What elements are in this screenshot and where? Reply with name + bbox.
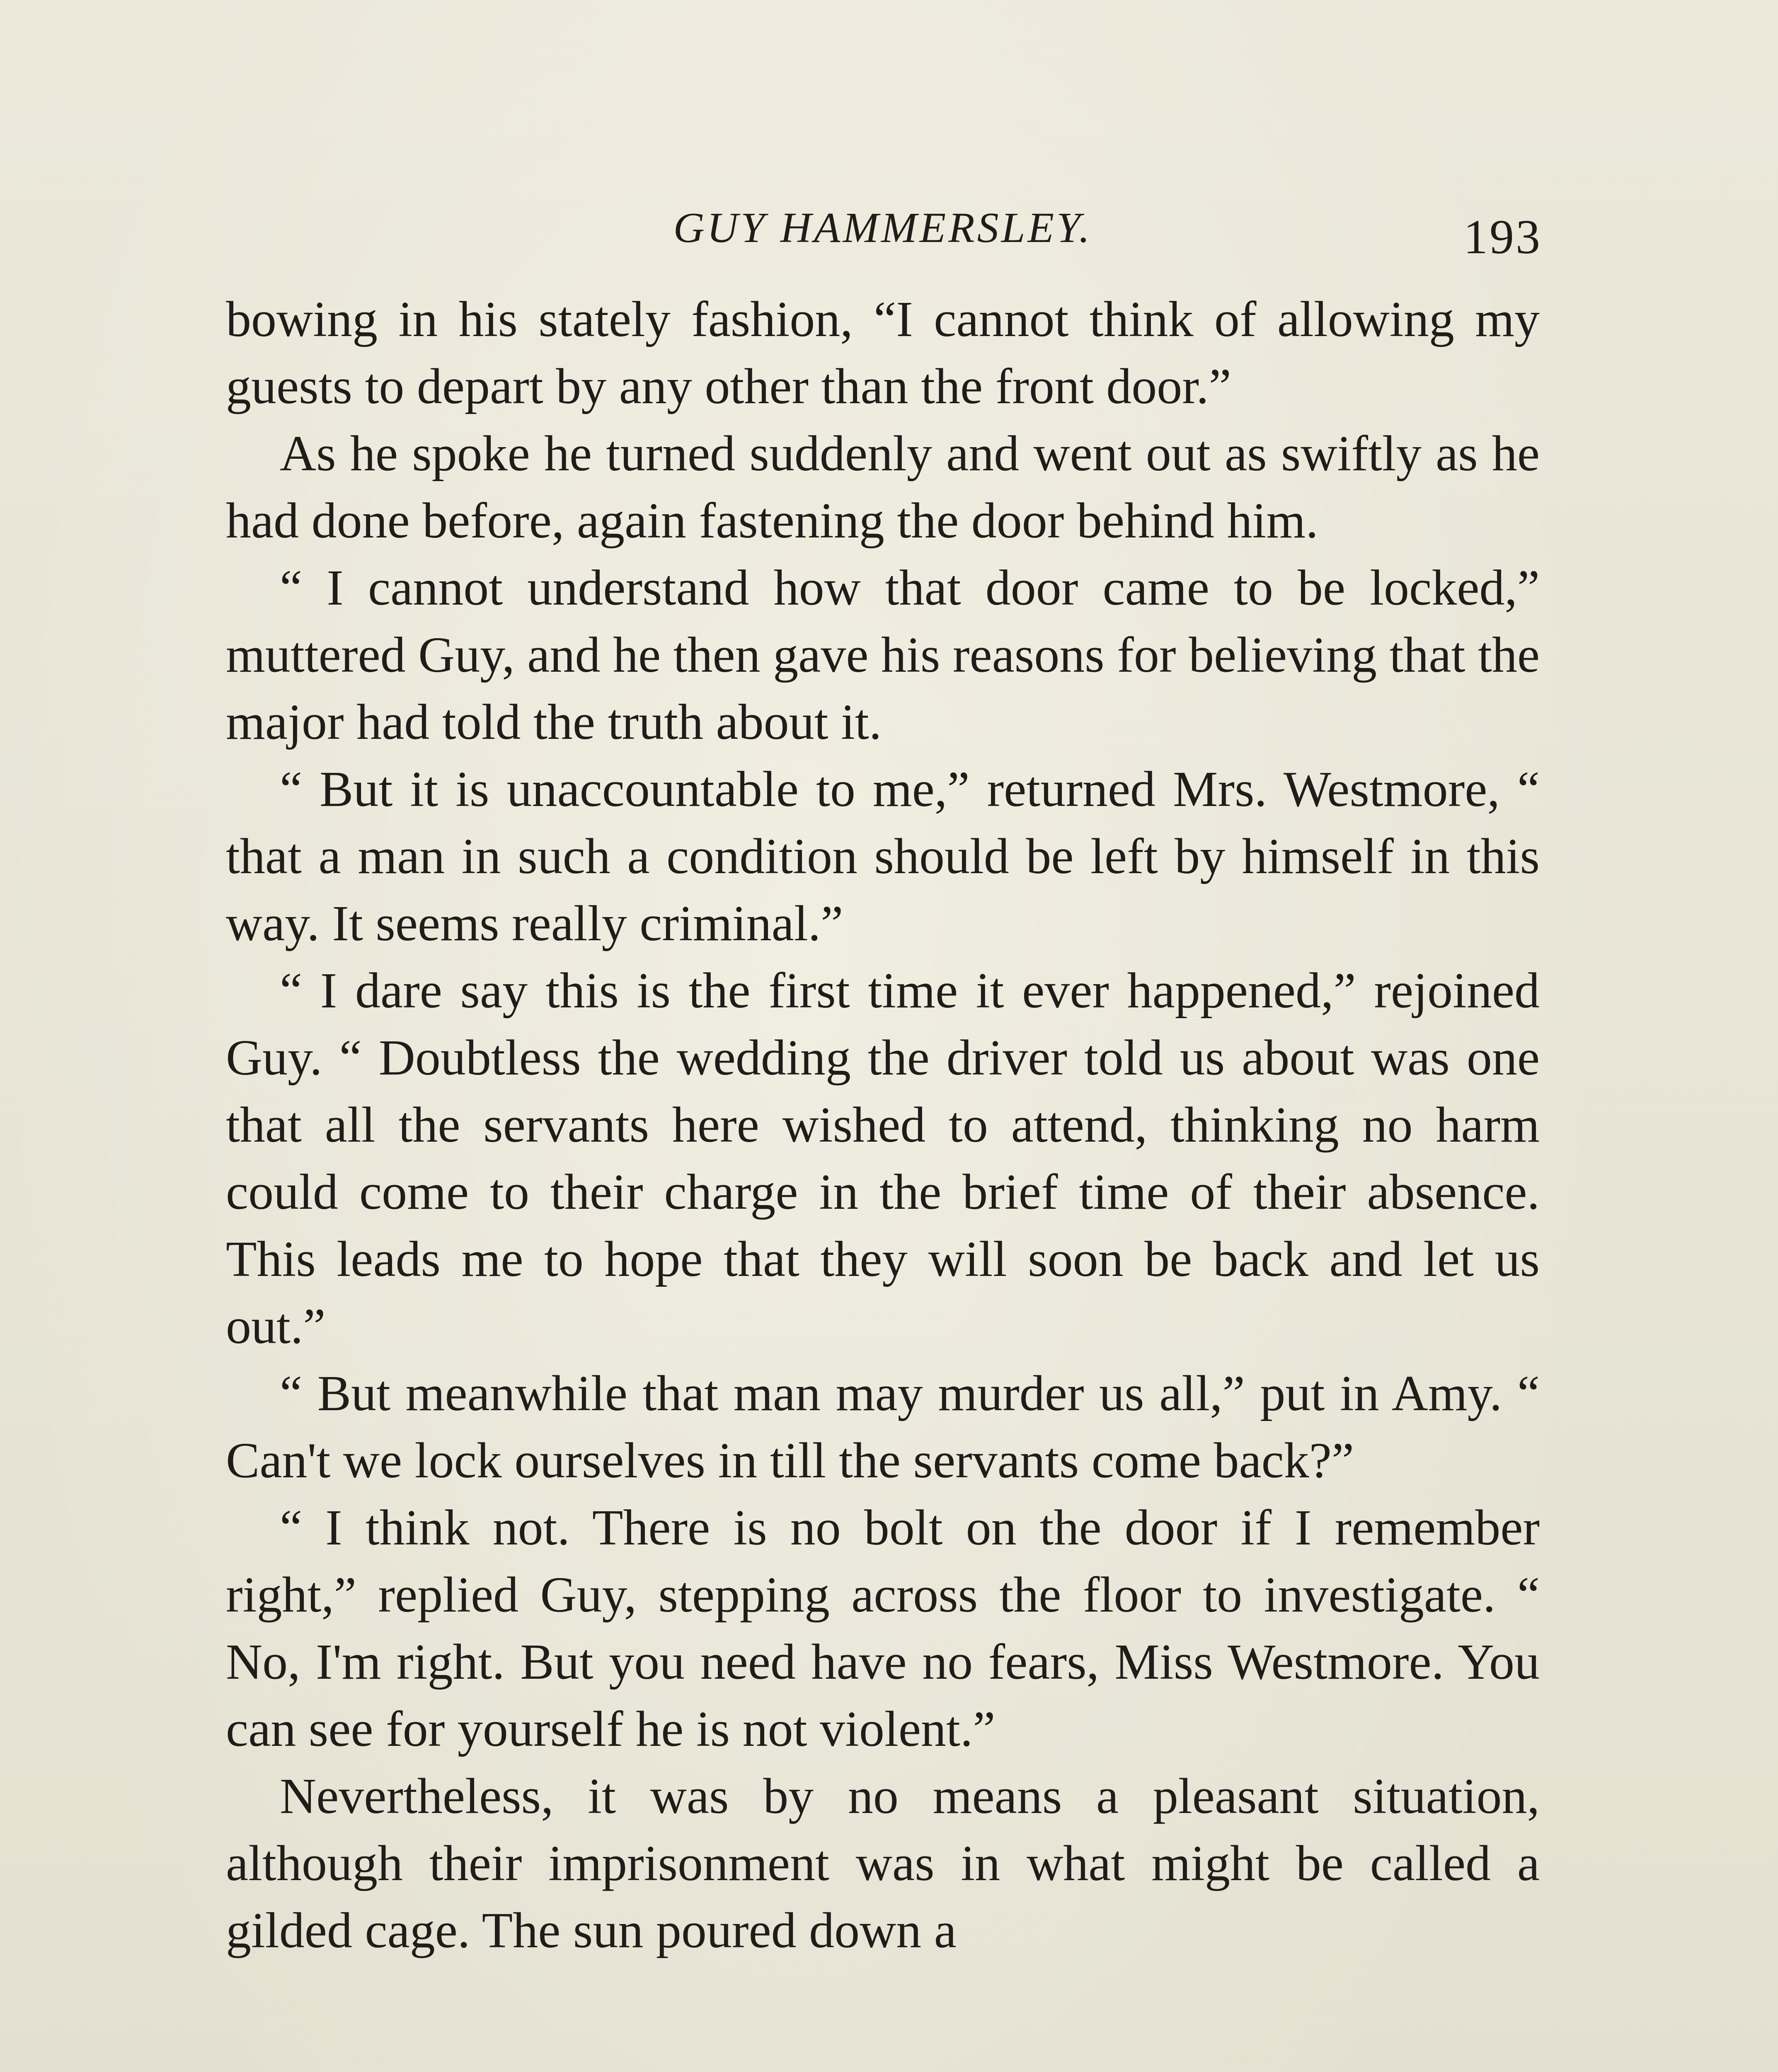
paragraph: “ I cannot understand how that door came to be locked,” muttered Guy, and he then gave his reasons for believing that the major had told the truth about it.: [226, 560, 1540, 750]
paragraph: bowing in his stately fashion, “I cannot think of allowing my guests to depart by any other than the front door.”: [226, 291, 1540, 414]
paragraph: “ I dare say this is the first time it ever happened,” rejoined Guy. “ Doubtless the wedding the driver told us about was one that all the servants here wished to attend, thinking no harm could come to their charge in the brief time of their absence. This leads me to hope that they will soon be back and let us out.”: [226, 963, 1540, 1354]
paragraph: Nevertheless, it was by no means a pleasant situation, although their imprisonment was in what might be called a gilded cage. The sun poured down a: [226, 1768, 1540, 1958]
body-text: [226, 286, 1540, 1964]
page-number: 193: [1463, 210, 1542, 264]
paragraph: “ But it is unaccountable to me,” returned Mrs. Westmore, “ that a man in such a condition should be left by himself in this way. It seems really criminal.”: [226, 761, 1540, 951]
paragraph: “ I think not. There is no bolt on the door if I remember right,” replied Guy, stepping across the floor to investigate. “ No, I'm right. But you need have no fears, Miss Westmore. You can see for yourself he is not violent.”: [226, 1500, 1540, 1757]
paragraph: As he spoke he turned suddenly and went out as swiftly as he had done before, again fastening the door behind him.: [226, 426, 1540, 549]
page-header: [224, 195, 1542, 264]
paragraph: “ But meanwhile that man may murder us all,” put in Amy. “ Can't we lock ourselves in till the servants come back?”: [226, 1365, 1540, 1489]
running-head: GUY HAMMERSLEY.: [673, 204, 1092, 252]
